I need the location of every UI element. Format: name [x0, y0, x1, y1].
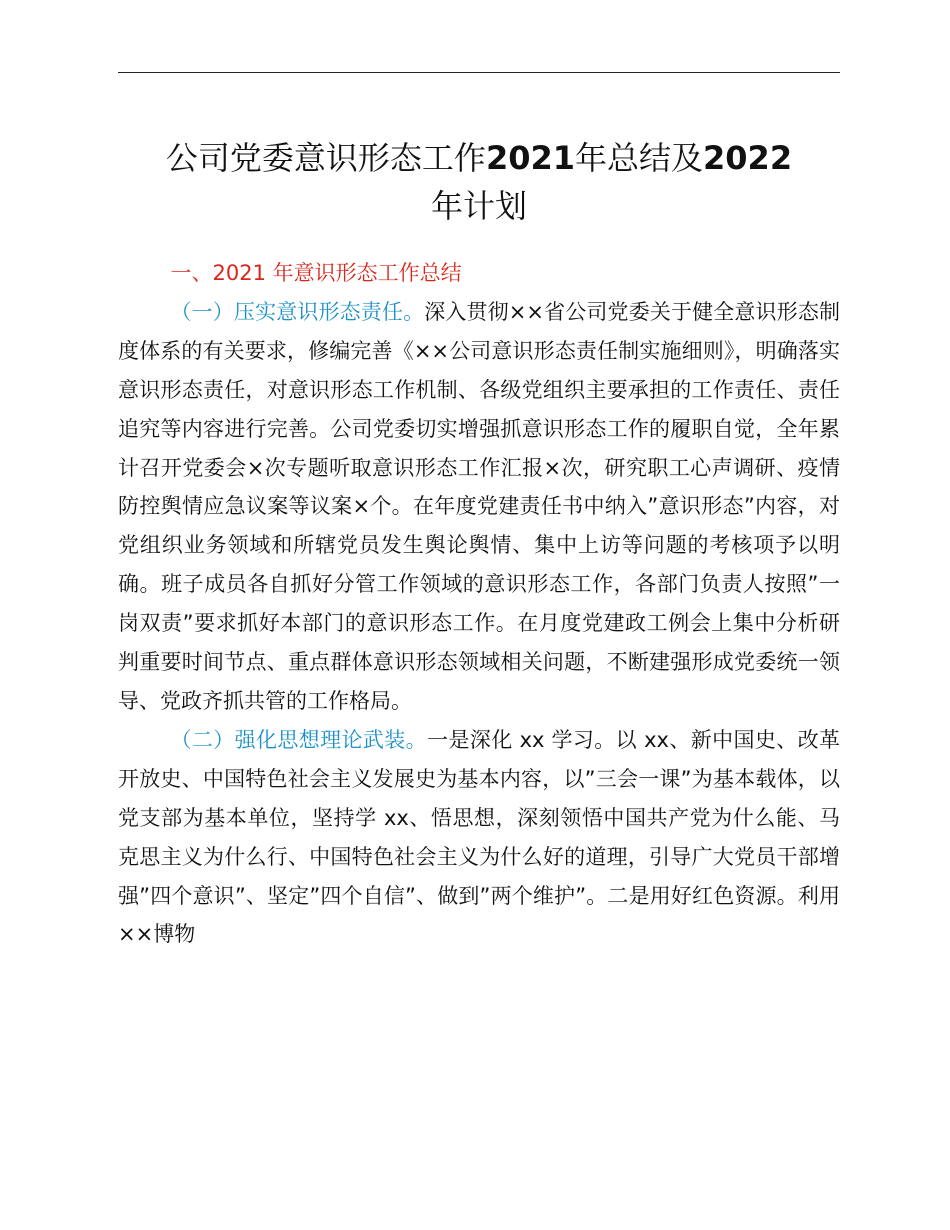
paragraph-1-body: 深入贯彻××省公司党委关于健全意识形态制度体系的有关要求，修编完善《××公司意识形态责任制实施细则》，明确落实意识形态责任，对意识形态工作机制、各级党组织主要承担的工作责任、责任追究等内容进行完善。公司党委切实增强抓意识形态工作的履职自觉，全年累计召开党委会×次专题听取意识形态工作汇报×次，研究职工心声调研、疫情防控舆情应急议案等议案×个。在年度党建责任书中纳入”意识形态”内容，对党组织业务领域和所辖党员发生舆论舆情、集中上访等问题的考核项予以明确。班子成员各自抓好分管工作领域的意识形态工作，各部门负责人按照”一岗双责”要求抓好本部门的意识形态工作。在月度党建政工例会上集中分析研判重要时间节点、重点群体意识形态领域相关问题，不断建强形成党委统一领导、党政齐抓共管的工作格局。 — [118, 299, 840, 713]
title-text-1: 公司党委意识形态工作 — [165, 139, 486, 177]
paragraph-1-heading: （一）压实意识形态责任。 — [170, 299, 425, 324]
paragraph-1 — [118, 293, 840, 721]
top-rule — [118, 72, 840, 73]
section-heading-1: 一、2021 年意识形态工作总结 — [170, 261, 462, 285]
paragraph-2-heading: （二）强化思想理论武装。 — [170, 727, 428, 752]
document-title — [118, 134, 840, 230]
title-year-2022: 2022 — [703, 139, 793, 177]
title-text-3: 年计划 — [430, 187, 527, 225]
title-year-2021: 2021 — [485, 139, 575, 177]
document-body — [118, 254, 840, 954]
paragraph-2-body: 一是深化 xx 学习。以 xx、新中国史、改革开放史、中国特色社会主义发展史为基本内容，以”三会一课”为基本载体，以党支部为基本单位，坚持学 xx、悟思想，深刻领悟中国共产党为什么能、马克思主义为什么行、中国特色社会主义为什么好的道理，引导广大党员干部增强”四个意识”、坚定”四个自信”、做到”两个维护”。二是用好红色资源。利用××博物 — [118, 727, 840, 947]
paragraph-2 — [118, 721, 840, 954]
title-text-2: 年总结及 — [575, 139, 704, 177]
